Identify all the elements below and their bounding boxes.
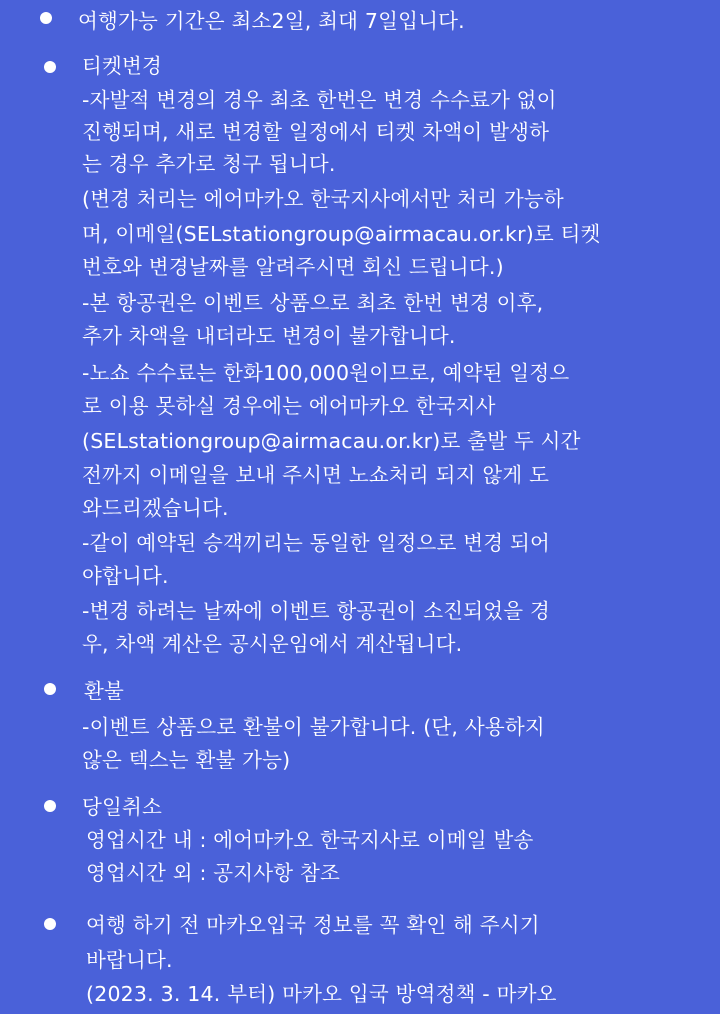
ticket-change-line: -같이 예약된 승객끼리는 동일한 일정으로 변경 되어 (82, 531, 550, 555)
macau-entry-line: 여행 하기 전 마카오입국 정보를 꼭 확인 해 주시기 (86, 913, 540, 937)
ticket-change-line: 추가 차액을 내더라도 변경이 불가합니다. (82, 324, 456, 348)
ticket-change-line: (SELstationgroup@airmacau.or.kr)로 출발 두 시간 (82, 429, 581, 453)
section-title-refund: 환불 (84, 679, 125, 703)
ticket-change-line: -본 항공권은 이벤트 상품으로 최초 한번 변경 이후, (82, 291, 544, 315)
ticket-change-line: 며, 이메일(SELstationgroup@airmacau.or.kr)로 티켓 (82, 222, 601, 246)
same-day-cancel-line: 영업시간 외 : 공지사항 참조 (86, 861, 341, 885)
ticket-change-line: 우, 차액 계산은 공시운임에서 계산됩니다. (82, 632, 463, 656)
ticket-change-line: -노쇼 수수료는 한화100,000원이므로, 예약된 일정으 (82, 361, 570, 385)
refund-line: -이벤트 상품으로 환불이 불가합니다. (단, 사용하지 (82, 715, 545, 739)
travel-period-text: 여행가능 기간은 최소2일, 최대 7일입니다. (78, 9, 465, 33)
ticket-change-line: (변경 처리는 에어마카오 한국지사에서만 처리 가능하 (82, 187, 564, 211)
bullet-icon (44, 683, 56, 695)
ticket-change-line: -자발적 변경의 경우 최초 한번은 변경 수수료가 없이 (82, 88, 557, 112)
ticket-change-line: -변경 하려는 날짜에 이벤트 항공권이 소진되었을 경 (82, 599, 550, 623)
ticket-change-line: 진행되며, 새로 변경할 일정에서 티켓 차액이 발생하 (82, 120, 550, 144)
section-title-ticket-change: 티켓변경 (82, 54, 163, 78)
bullet-icon (44, 800, 56, 812)
same-day-cancel-line: 영업시간 내 : 에어마카오 한국지사로 이메일 발송 (86, 828, 534, 852)
ticket-change-line: 전까지 이메일을 보내 주시면 노쇼처리 되지 않게 도 (82, 463, 550, 487)
macau-entry-line: 바랍니다. (86, 948, 173, 972)
ticket-change-line: 는 경우 추가로 청구 됩니다. (82, 152, 336, 176)
section-title-same-day-cancel: 당일취소 (82, 795, 163, 819)
ticket-change-line: 번호와 변경날짜를 알려주시면 회신 드립니다.) (82, 255, 504, 279)
macau-entry-line: (2023. 3. 14. 부터) 마카오 입국 방역정책 - 마카오 (86, 982, 557, 1006)
refund-line: 않은 텍스는 환불 가능) (82, 748, 291, 772)
ticket-change-line: 야합니다. (82, 564, 169, 588)
ticket-change-line: 와드리겠습니다. (82, 496, 229, 520)
bullet-icon (40, 12, 52, 24)
bullet-icon (44, 918, 56, 930)
bullet-icon (44, 61, 56, 73)
ticket-change-line: 로 이용 못하실 경우에는 에어마카오 한국지사 (82, 394, 496, 418)
